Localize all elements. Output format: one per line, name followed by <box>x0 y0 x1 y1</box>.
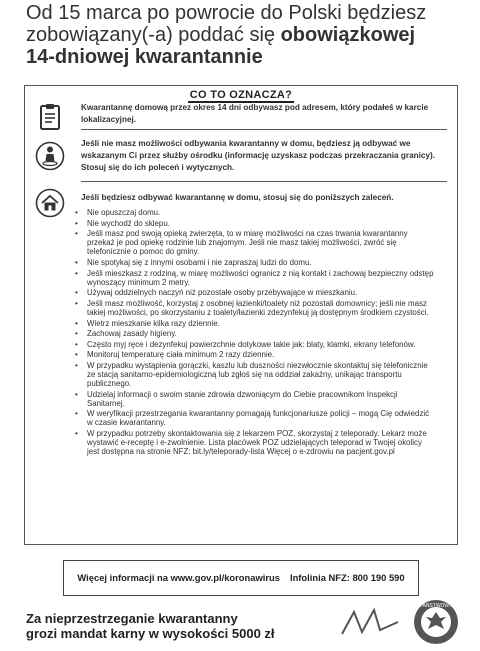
divider <box>81 181 447 182</box>
title-line-3: 14-dniowej kwarantannie <box>26 46 263 68</box>
info-link[interactable]: Więcej informacji na www.gov.pl/koronawirus <box>77 572 280 583</box>
list-item: • Używaj oddzielnych naczyń niż pozostałe osoby przebywające w mieszkaniu. <box>75 288 435 297</box>
fine-notice: Za nieprzestrzeganie kwarantanny grozi mandat karny w wysokości 5000 zł <box>26 611 275 641</box>
mazowsze-logo <box>340 604 402 640</box>
box-heading: CO TO OZNACZA? <box>189 89 293 101</box>
page-title <box>26 2 466 68</box>
rules-list <box>75 208 435 458</box>
list-item: • Udzielaj informacji o swoim stanie zdrowia dzwoniącym do Ciebie pracownikom Inspekcji Sanitarnej. <box>75 390 435 408</box>
section-text: Jeśli nie masz możliwości odbywania kwarantanny w domu, będziesz ją odbywać we wskazanym Ci przez służby ośrodku (informację uzyskasz podczas przekraczania granicy). Stosuj się do ich poleceń i wytycznych. <box>81 139 436 172</box>
section-text: Kwarantannę domową przez okres 14 dni odbywasz pod adresem, który podałeś w karcie lokalizacyjnej. <box>81 103 429 124</box>
state-seal-logo <box>412 598 460 646</box>
divider <box>81 129 447 130</box>
title-emphasis: obowiązkowej <box>280 24 416 46</box>
list-item: • W przypadku wystąpienia gorączki, kaszlu lub duszności niezwłocznie skontaktuj się telefonicznie ze stacją sanitarno-epidemiologiczną lub zgłoś się na oddział zakaźny, unikając transportu publicznego. <box>75 361 435 388</box>
list-item: • Nie opuszczaj domu. <box>75 208 435 217</box>
list-item: • W weryfikacji przestrzegania kwarantanny pomagają funkcjonariusze policji – mogą Cię odwiedzić w czasie kwarantanny. <box>75 409 435 427</box>
title-line-1: Od 15 marca po powrocie do Polski będziesz <box>26 2 427 24</box>
list-item: • Nie wychodź do sklepu. <box>75 219 435 228</box>
list-item: • Jeśli masz możliwość, korzystaj z osobnej łazienki/toalety niż pozostali domownicy; jeśli nie masz takiej możliwości, po skorzystaniu z toalety/łazienki zdezynfekuj ją dostępnym środkiem czystości. <box>75 299 435 317</box>
list-item: • Zachowaj zasady higieny. <box>75 329 435 338</box>
home-icon <box>35 188 65 218</box>
list-item: • Monitoruj temperaturę ciała minimum 2 razy dziennie. <box>75 350 435 359</box>
contact-footer <box>63 560 419 596</box>
list-item: • Jeśli mieszkasz z rodziną, w miarę możliwości ogranicz z nią kontakt i zachowaj bezpieczny odstęp wynoszący minimum 2 metry. <box>75 269 435 287</box>
svg-text:PAŃSTWOWY: PAŃSTWOWY <box>419 603 453 609</box>
title-line-2: zobowiązany(-a) poddać się obowiązkowej <box>26 24 416 46</box>
list-item: • Nie spotykaj się z innymi osobami i nie zapraszaj ludzi do domu. <box>75 258 435 267</box>
list-item: • Jeśli masz pod swoją opieką zwierzęta, to w miarę możliwości na czas trwania kwarantanny przekaż je pod opiekę rodzinie lub znajomym. Jeśli nie masz takiej możliwości, zwróć się telefonicznie o pomoc do gminy. <box>75 229 435 256</box>
list-item: • W przypadku potrzeby skontaktowania się z lekarzem POZ, skorzystaj z teleporady. Lekarz może wystawić e-receptę i e-zwolnienie. Lista placówek POZ udzielających teleporad w Twojej okolicy jest dostępna na stronie NFZ: bit.ly/teleporady-lista Więcej o e-zdrowiu na pacjent.gov.pl <box>75 429 435 456</box>
section-text: Jeśli będziesz odbywać kwarantannę w domu, stosuj się do poniższych zaleceń. <box>81 193 394 202</box>
clipboard-icon <box>35 102 65 132</box>
list-item: • Często myj ręce i dezynfekuj powierzchnie dotykowe takie jak: blaty, klamki, ekrany telefonów. <box>75 340 435 349</box>
person-location-icon <box>35 141 65 171</box>
info-box <box>24 85 458 545</box>
list-item: • Wietrz mieszkanie kilka razy dziennie. <box>75 319 435 328</box>
hotline-text: Infolinia NFZ: 800 190 590 <box>289 572 405 583</box>
